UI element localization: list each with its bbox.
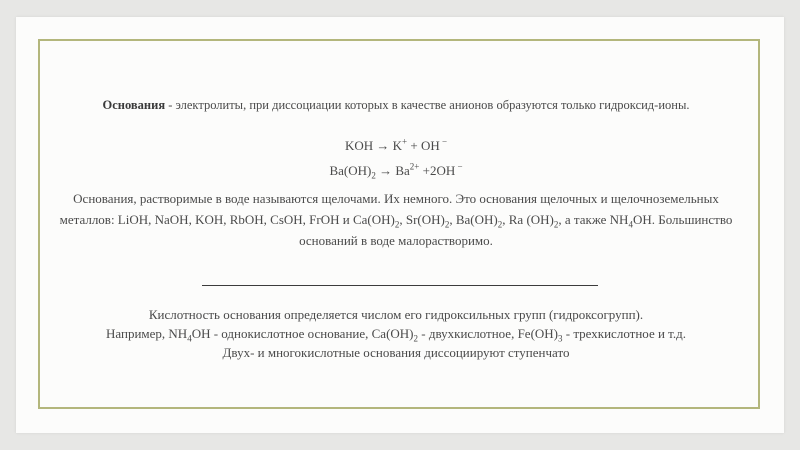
acidity-l2a-sub: 4 (187, 333, 192, 344)
eq2-lhs: Ba(OH) (329, 163, 372, 178)
alkalis-text-4: , Ra (OH) (502, 212, 554, 227)
eq1-cation-charge: + (402, 136, 408, 147)
eq1-anion-charge: − (439, 136, 448, 147)
alkalis-paragraph (56, 188, 736, 251)
acidity-l2c-sub: 3 (558, 333, 563, 344)
alkalis-sub-5: 4 (628, 219, 633, 230)
alkalis-sub-1: 2 (394, 219, 400, 230)
eq1-arrow: → (373, 138, 393, 153)
definition-text: - электролиты, при диссоциации которых в качестве анионов образуются только гидроксид-ионы. (165, 98, 690, 112)
acidity-line-2 (56, 324, 736, 343)
alkalis-sub-2: 2 (444, 219, 450, 230)
acidity-line-3: Двух- и многокислотные основания диссоциируют ступенчато (222, 345, 570, 360)
eq1-anion: OH (420, 138, 440, 153)
acidity-l2d: - трехкислотное и т.д. (562, 326, 686, 341)
equation-koh (56, 137, 736, 155)
alkalis-text-1: Основания, растворимые в воде называются щелочами. Их немного. Это основания щелочных и щелочноземельных металлов: LiOH, NaOH, KOH, RbOH, CsOH, FrOH и Ca(OH) (59, 191, 719, 227)
alkalis-sub-4: 2 (553, 219, 559, 230)
eq1-plus: + (407, 138, 421, 153)
acidity-l2c: - двухкислотное, Fe(OH) (418, 326, 559, 341)
eq2-cation: Ba (395, 163, 410, 178)
slide (16, 17, 784, 433)
alkalis-sub-3: 2 (497, 219, 503, 230)
eq2-plus: + (419, 163, 430, 178)
acidity-l2a: Например, NH (106, 326, 188, 341)
eq2-anion-charge: − (455, 161, 463, 172)
acidity-l2b: OH - однокислотное основание, Ca(OH) (191, 326, 414, 341)
definition-term: Основания (102, 98, 166, 112)
eq2-cation-charge: 2+ (409, 161, 420, 172)
alkalis-text-6: OH. Большинство оснований в воде малорастворимо. (299, 212, 733, 248)
alkalis-text-3: , Ba(OH) (449, 212, 498, 227)
definition-paragraph (56, 97, 736, 114)
acidity-line-1: Кислотность основания определяется числом его гидроксильных групп (гидроксогрупп). (148, 307, 644, 322)
acidity-paragraph (56, 305, 736, 362)
acidity-l2b-sub: 2 (413, 333, 419, 344)
eq2-lhs-sub: 2 (371, 170, 376, 181)
divider-line (202, 285, 598, 286)
equation-baoh2 (56, 162, 736, 180)
eq1-lhs: KOH (344, 138, 374, 153)
alkalis-text-5: , а также NH (558, 212, 629, 227)
eq2-anion: 2OH (429, 163, 456, 178)
alkalis-text-2: , Sr(OH) (399, 212, 445, 227)
eq1-cation: K (392, 138, 403, 153)
eq2-arrow: → (375, 163, 396, 178)
